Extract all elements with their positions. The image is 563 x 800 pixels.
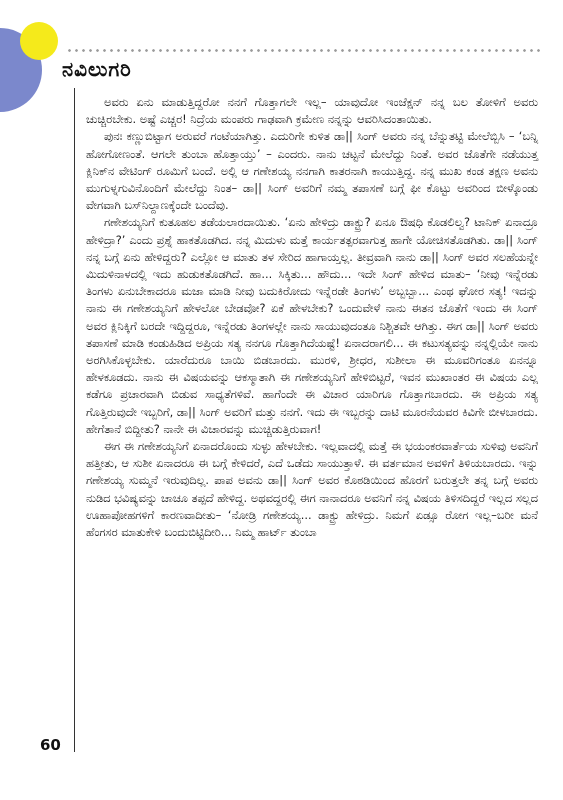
dotted-header-rule <box>66 49 544 52</box>
paragraph: ಗಣೇಶಯ್ಯನಿಗೆ ಕುತೂಹಲ ತಡೆಯಲಾರದಾಯಿತು. ‘ಏನು ಹೇಳಿದ್ರು ಡಾಕ್ಟ್ರು? ಏನೂ ಔಷಧಿ ಕೊಡಲಿಲ್ವ? ಟಾನಿಕ್ ಏನಾದ್ರೂ ಹೇಳಿದ್ರಾ?’ ಎಂದು ಪ್ರಶ್ನೆ ಹಾಕತೊಡಗಿದ. ನನ್ನ ಮಿದುಳು ಮತ್ತೆ ಕಾರ್ಯತತ್ಪರವಾಗುತ್ತ ಹಾಗೇ ಯೋಚಿಸತೊಡಗಿತು. ಡಾ|| ಸಿಂಗ್ ನನ್ನ ಬಗ್ಗೆ ಏನು ಹೇಳಿದ್ದರು? ಎಲ್ಲೋ ಆ ಮಾತು ತಳ ಸೇರಿದ ಹಾಗಾಯ್ತಲ್ಲ. ತೀವ್ರವಾಗಿ ನಾನು ಡಾ|| ಸಿಂಗ್ ಅವರ ಸಲಹೆಯನ್ನೇ ಮಿದುಳಿನಾಳದಲ್ಲಿ ಇದು ಹುಡುಕತೊಡಗಿದೆ. ಹಾ... ಸಿಕ್ಕಿತು... ಹೌದು... ಇದೇ ಸಿಂಗ್ ಹೇಳಿದ ಮಾತು– ‘ನೀವು ಇನ್ನೆರಡು ತಿಂಗಳು ಏನುಬೇಕಾದರೂ ಮಜಾ ಮಾಡಿ ನೀವು ಬದುಕಿರೋದು ಇನ್ನೆರಡೇ ತಿಂಗಳು’ ಅಬ್ಬಬ್ಬಾ... ಎಂಥ ಘೋರ ಸತ್ಯ! ಇದನ್ನು ನಾನು ಈ ಗಣೇಶಯ್ಯನಿಗೆ ಹೇಳಲೋ ಬೇಡವೋ? ಏಕೆ ಹೇಳಬೇಕು? ಒಂದುವೇಳೆ ನಾನು ಈತನ ಜೊತೆಗೆ ಇಂದು ಈ ಸಿಂಗ್ ಅವರ ಕ್ಲಿನಿಕ್ಕಿಗೆ ಬರದೇ ಇದ್ದಿದ್ದರೂ, ಇನ್ನೆರಡು ತಿಂಗಳಲ್ಲೇ ನಾನು ಸಾಯುವುದಂತೂ ನಿಶ್ಚಿತವೇ ಆಗಿತ್ತು. ಈಗ ಡಾ|| ಸಿಂಗ್ ಅವರು ತಪಾಸಣೆ ಮಾಡಿ ಕಂಡುಹಿಡಿದ ಅಪ್ರಿಯ ಸತ್ಯ ನನಗೂ ಗೊತ್ತಾಗಿದೆಯಷ್ಟೆ! ಏನಾದರಾಗಲಿ... ಈ ಕಟುಸತ್ಯವನ್ನು ನನ್ನಲ್ಲಿಯೇ ನಾನು ಅರಗಿಸಿಕೊಳ್ಳಬೇಕು. ಯಾರೆದುರೂ ಬಾಯಿ ಬಿಡಬಾರದು. ಮುರಳಿ, ಶ್ರೀಧರ, ಸುಶೀಲಾ ಈ ಮೂವರಿಗಂತೂ ಏನನ್ನೂ ಹೇಳಕೂಡದು. ನಾನು ಈ ವಿಷಯವನ್ನು ಆಕಸ್ಮಾತಾಗಿ ಈ ಗಣೇಶಯ್ಯನಿಗೆ ಹೇಳಿಬಿಟ್ಟರೆ, ಇವನ ಮುಖಾಂತರ ಈ ವಿಷಯ ಎಲ್ಲ ಕಡೆಗೂ ಪ್ರಚಾರವಾಗಿ ಬಿಡುವ ಸಾಧ್ಯತೆಗಳಿವೆ. ಹಾಗೆಂದೇ ಈ ವಿಚಾರ ಯಾರಿಗೂ ಗೊತ್ತಾಗಬಾರದು. ಈ ಅಪ್ರಿಯ ಸತ್ಯ ಗೊತ್ತಿರುವುದೇ ಇಬ್ಬರಿಗೆ, ಡಾ|| ಸಿಂಗ್ ಅವರಿಗೆ ಮತ್ತು ನನಗೆ. ಇದು ಈ ಇಬ್ಬರನ್ನು ದಾಟಿ ಮೂರನೆಯವರ ಕಿವಿಗೇ ಬೀಳಬಾರದು. ಹೇಗೆತಾನೆ ಬಿದ್ದೀತು? ನಾನೇ ಈ ವಿಚಾರವನ್ನು ಮುಚ್ಚಿಡುತ್ತಿರುವಾಗ! <box>86 215 538 436</box>
paragraph: ಈಗ ಈ ಗಣೇಶಯ್ಯನಿಗೆ ಏನಾದರೊಂದು ಸುಳ್ಳು ಹೇಳಬೇಕು. ಇಲ್ಲವಾದಲ್ಲಿ ಮತ್ತೆ ಈ ಭಯಂಕರವಾರ್ತೆಯ ಸುಳಿವು ಅವನಿಗೆ ಹತ್ತೀತು, ಆ ಸುಶೀ ಏನಾದರೂ ಈ ಬಗ್ಗೆ ಕೇಳಿದರೆ, ಎದೆ ಒಡೆದು ಸಾಯುತ್ತಾಳೆ. ಈ ವರ್ತಮಾನ ಅವಳಿಗೆ ತಿಳಿಯಬಾರದು. ಇನ್ನು ಗಣೇಶಯ್ಯ ಸುಮ್ಮನೆ ಇರುವುದಿಲ್ಲ. ಪಾಪ ಅವನು ಡಾ|| ಸಿಂಗ್ ಅವರ ಕೊಠಡಿಯಿಂದ ಹೊರಗೆ ಬರುತ್ತಲೇ ತನ್ನ ಬಗ್ಗೆ ಅವರು ನುಡಿದ ಭವಿಷ್ಯವನ್ನು ಚಾಚೂ ತಪ್ಪದೆ ಹೇಳಿದ್ದ. ಅಥವದ್ದರಲ್ಲಿ ಈಗ ನಾನಾದರೂ ಅವನಿಗೆ ನನ್ನ ವಿಷಯ ತಿಳಿಸದಿದ್ದರೆ ಇಲ್ಲದ ಸಲ್ಲದ ಊಹಾಪೋಹಗಳಿಗೆ ಕಾರಣವಾದೀತು– ‘ನೋಡ್ರಿ ಗಣೇಶಯ್ಯ... ಡಾಕ್ಟ್ರು ಹೇಳಿದ್ರು. ನಿಮಗೆ ಏಡ್ಸೂ ರೋಗ ಇಲ್ಲ–ಬರೀ ಮನೆ ಹೆಂಗಸರ ಮಾತುಕೇಳಿ ಬಂದುಬಿಟ್ಟಿದೀರಿ... ನಿಮ್ಮ ಹಾರ್ಟ್ ತುಂಬಾ <box>86 439 538 540</box>
paragraph: ಪುನಃ ಕಣ್ಣುಬಿಟ್ಟಾಗ ಅರುವರೆ ಗಂಟೆಯಾಗಿತ್ತು. ಎದುರಿಗೇ ಕುಳಿತ ಡಾ|| ಸಿಂಗ್ ಅವರು ನನ್ನ ಬೆನ್ನುತಟ್ಟಿ ಮೇಲೆಬ್ಬಿಸಿ – ‘ಬನ್ನಿ ಹೋಗೋಣಂತೆ. ಆಗಲೇ ತುಂಬಾ ಹೊತ್ತಾಯ್ತು’ – ಎಂದರು. ನಾನು ಚಟ್ಟನೆ ಮೇಲೆದ್ದು ನಿಂತೆ. ಅವರ ಜೊತೆಗೇ ನಡೆಯುತ್ತ ಕ್ಲಿನಿಕ್‌ನ ವೇಟಿಂಗ್ ರೂಮಿಗೆ ಬಂದೆ. ಅಲ್ಲಿ ಆ ಗಣೇಶಯ್ಯ ನನಗಾಗಿ ಕಾತರನಾಗಿ ಕಾಯುತ್ತಿದ್ದ. ನನ್ನ ಮುಖ ಕಂಡ ತಕ್ಷಣ ಅವನು ಮುಗುಳ್ನಗುವಿನೊಂದಿಗೆ ಮೇಲೆದ್ದು ನಿಂತ– ಡಾ|| ಸಿಂಗ್ ಅವರಿಗೆ ನಮ್ಮ ತಪಾಸಣೆ ಬಗ್ಗೆ ಫೀ ಕೊಟ್ಟು ಅವರಿಂದ ಬೀಳ್ಕೊಂಡು ವೇಗವಾಗಿ ಬಸ್‌ನಿಲ್ದಾಣಕ್ಕೆಂದೇ ಬಂದೆವು. <box>86 129 538 213</box>
body-text <box>86 94 538 541</box>
margin-vertical-rule <box>74 88 75 752</box>
section-title: ನವಿಲುಗರಿ <box>62 57 132 81</box>
decorative-yellow-circle <box>20 22 58 60</box>
paragraph: ಅವರು ಏನು ಮಾಡುತ್ತಿದ್ದರೋ ನನಗೆ ಗೊತ್ತಾಗಲೇ ಇಲ್ಲ– ಯಾವುದೋ ಇಂಜೆಕ್ಷನ್ ನನ್ನ ಬಲ ತೋಳಿಗೆ ಅವರು ಚುಚ್ಚಿರಬೇಕು. ಅಷ್ಟೆ ಎಚ್ಚರ! ನಿದ್ರೆಯ ಮಂಪರು ಗಾಢವಾಗಿ ಕ್ರಮೇಣ ನನ್ನನ್ನು ಆವರಿಸಿದಂತಾಯಿತು. <box>86 95 538 127</box>
page-number: 60 <box>40 736 61 754</box>
